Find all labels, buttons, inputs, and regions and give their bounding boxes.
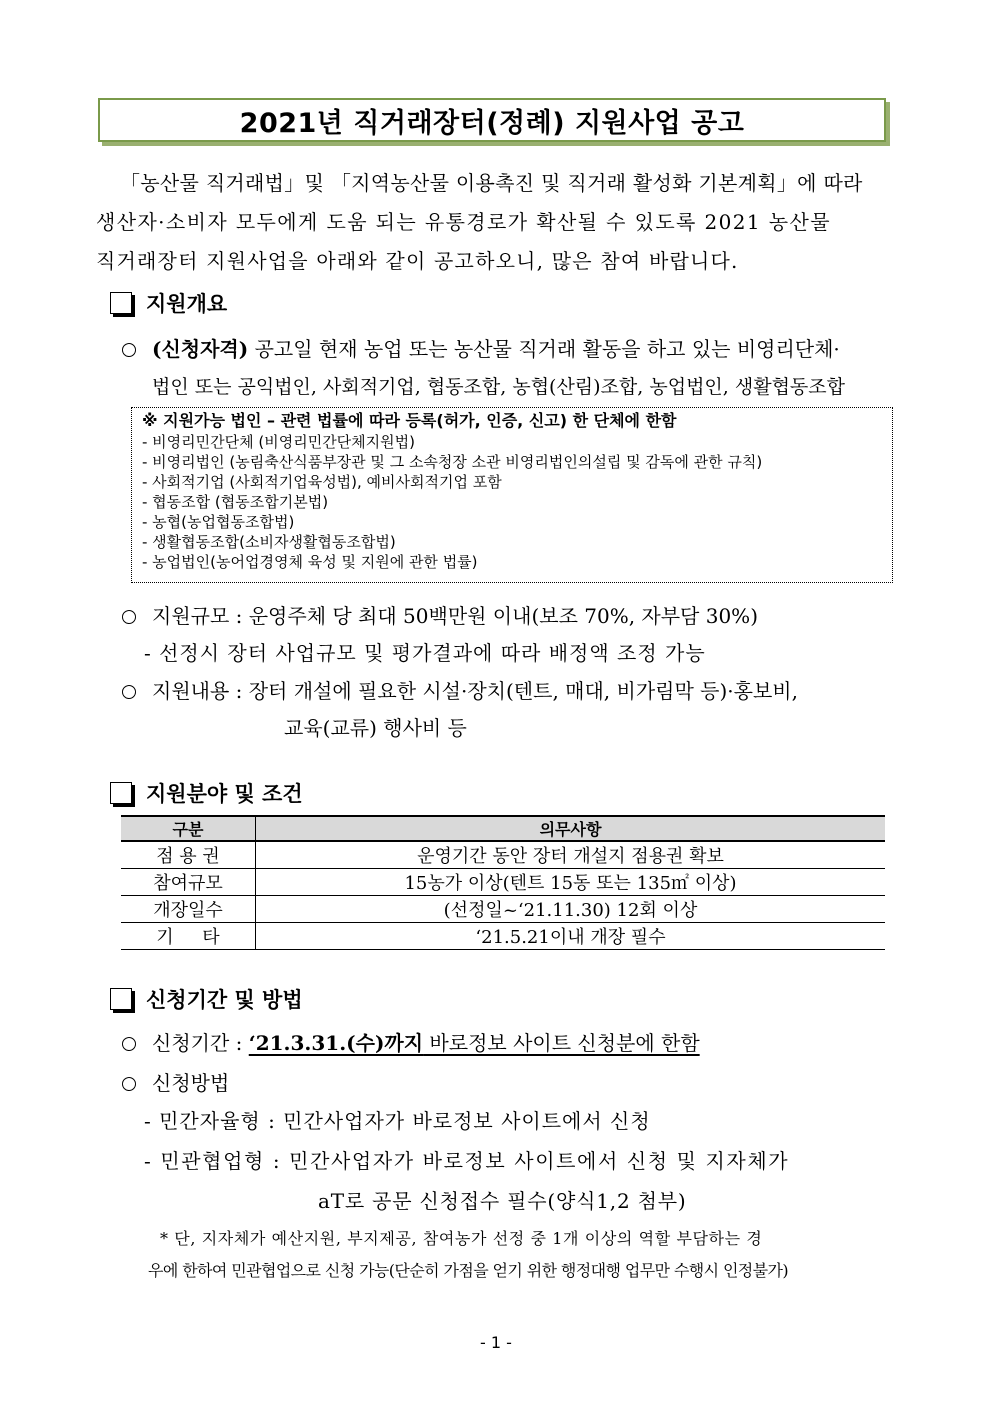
method-public-private: - 민관협업형 : 민간사업자가 바로정보 사이트에서 신청 및 지자체가 [144, 1149, 790, 1173]
support-scale-sub: - 선정시 장터 사업규모 및 평가결과에 따라 배정액 조정 가능 [144, 641, 706, 665]
application-period-line: 신청기간 : ‘21.3.31.(수)까지 바로정보 사이트 신청분에 한함 [122, 1027, 700, 1056]
note-item: - 비영리민간단체 (비영리민간단체지원법) [142, 433, 415, 451]
table-row [121, 869, 885, 896]
note-heading: ※ 지원가능 법인 – 관련 법률에 따라 등록(허가, 인증, 신고) 한 단체에 한함 [142, 411, 677, 430]
page-number: - 1 - [480, 1333, 512, 1352]
support-scale-line: 지원규모 : 운영주체 당 최대 50백만원 이내(보조 70%, 자부담 30%) [122, 600, 758, 629]
note-item: - 생활협동조합(소비자생활협동조합법) [142, 533, 396, 551]
method-public-private-2: aT로 공문 신청접수 필수(양식1,2 첨부) [318, 1189, 687, 1213]
circle-bullet-icon [122, 1077, 136, 1091]
note-item: - 비영리법인 (농림축산식품부장관 및 그 소속청장 소관 비영리법인의설립 및 감독에 관한 규칙) [142, 453, 763, 471]
table-header: 의무사항 [256, 816, 886, 841]
eligible-entities-note [131, 407, 893, 583]
table-row [121, 896, 885, 923]
section-heading-application: 신청기간 및 방법 [110, 984, 303, 1014]
eligibility-line-2: 법인 또는 공익법인, 사회적기업, 협동조합, 농협(산림)조합, 농업법인, 생활협동조합 [152, 376, 845, 398]
section-heading-conditions: 지원분야 및 조건 [110, 778, 303, 808]
intro-line-3: 직거래장터 지원사업을 아래와 같이 공고하오니, 많은 참여 바랍니다. [96, 249, 739, 273]
application-method-line: 신청방법 [122, 1067, 229, 1096]
table-cell: 15농가 이상(텐트 15동 또는 135㎡ 이상) [256, 869, 886, 896]
checkbox-square-icon [110, 988, 132, 1010]
support-content-line: 지원내용 : 장터 개설에 필요한 시설·장치(텐트, 매대, 비가림막 등)·홍보비, [122, 675, 798, 704]
table-row [121, 923, 885, 950]
eligibility-line: (신청자격) 공고일 현재 농업 또는 농산물 직거래 활동을 하고 있는 비영리단체· [122, 333, 840, 362]
table-cell: 운영기간 동안 장터 개설지 점용권 확보 [256, 841, 886, 869]
table-cell: (선정일~‘21.11.30) 12회 이상 [256, 896, 886, 923]
table-header: 구분 [121, 816, 256, 841]
note-item: - 농업법인(농어업경영체 육성 및 지원에 관한 법률) [142, 553, 478, 571]
table-header-row [121, 816, 885, 841]
title-box [98, 98, 886, 142]
table-cell: ‘21.5.21이내 개장 필수 [256, 923, 886, 950]
note-item: - 농협(농업협동조합법) [142, 513, 295, 531]
circle-bullet-icon [122, 685, 136, 699]
table-cell: 기 타 [121, 923, 256, 950]
table-row [121, 841, 885, 869]
note-item: - 사회적기업 (사회적기업육성법), 예비사회적기업 포함 [142, 473, 502, 491]
circle-bullet-icon [122, 610, 136, 624]
footnote-line-1: * 단, 지자체가 예산지원, 부지제공, 참여농가 선정 중 1개 이상의 역할 부담하는 경 [160, 1229, 763, 1248]
intro-line-1: 「농산물 직거래법」및 「지역농산물 이용촉진 및 직거래 활성화 기본계획」에 따라 [120, 171, 863, 195]
intro-line-2: 생산자·소비자 모두에게 도움 되는 유통경로가 확산될 수 있도록 2021 농산물 [96, 210, 831, 234]
page-title: 2021년 직거래장터(정례) 지원사업 공고 [239, 107, 745, 139]
table-cell: 점 용 권 [121, 841, 256, 869]
checkbox-square-icon [110, 292, 132, 314]
support-content-line-2: 교육(교류) 행사비 등 [284, 716, 467, 740]
table-cell: 참여규모 [121, 869, 256, 896]
circle-bullet-icon [122, 1037, 136, 1051]
conditions-table [121, 815, 885, 950]
note-item: - 협동조합 (협동조합기본법) [142, 493, 329, 511]
footnote-line-2: 우에 한하여 민관협업으로 신청 가능(단순히 가점을 얻기 위한 행정대행 업무만 수행시 인정불가) [148, 1261, 789, 1280]
method-private: - 민간자율형 : 민간사업자가 바로정보 사이트에서 신청 [144, 1109, 651, 1133]
checkbox-square-icon [110, 782, 132, 804]
section-heading-overview: 지원개요 [110, 288, 227, 318]
table-cell: 개장일수 [121, 896, 256, 923]
circle-bullet-icon [122, 343, 136, 357]
application-deadline: ‘21.3.31.(수)까지 바로정보 사이트 신청분에 한함 [248, 1031, 700, 1055]
